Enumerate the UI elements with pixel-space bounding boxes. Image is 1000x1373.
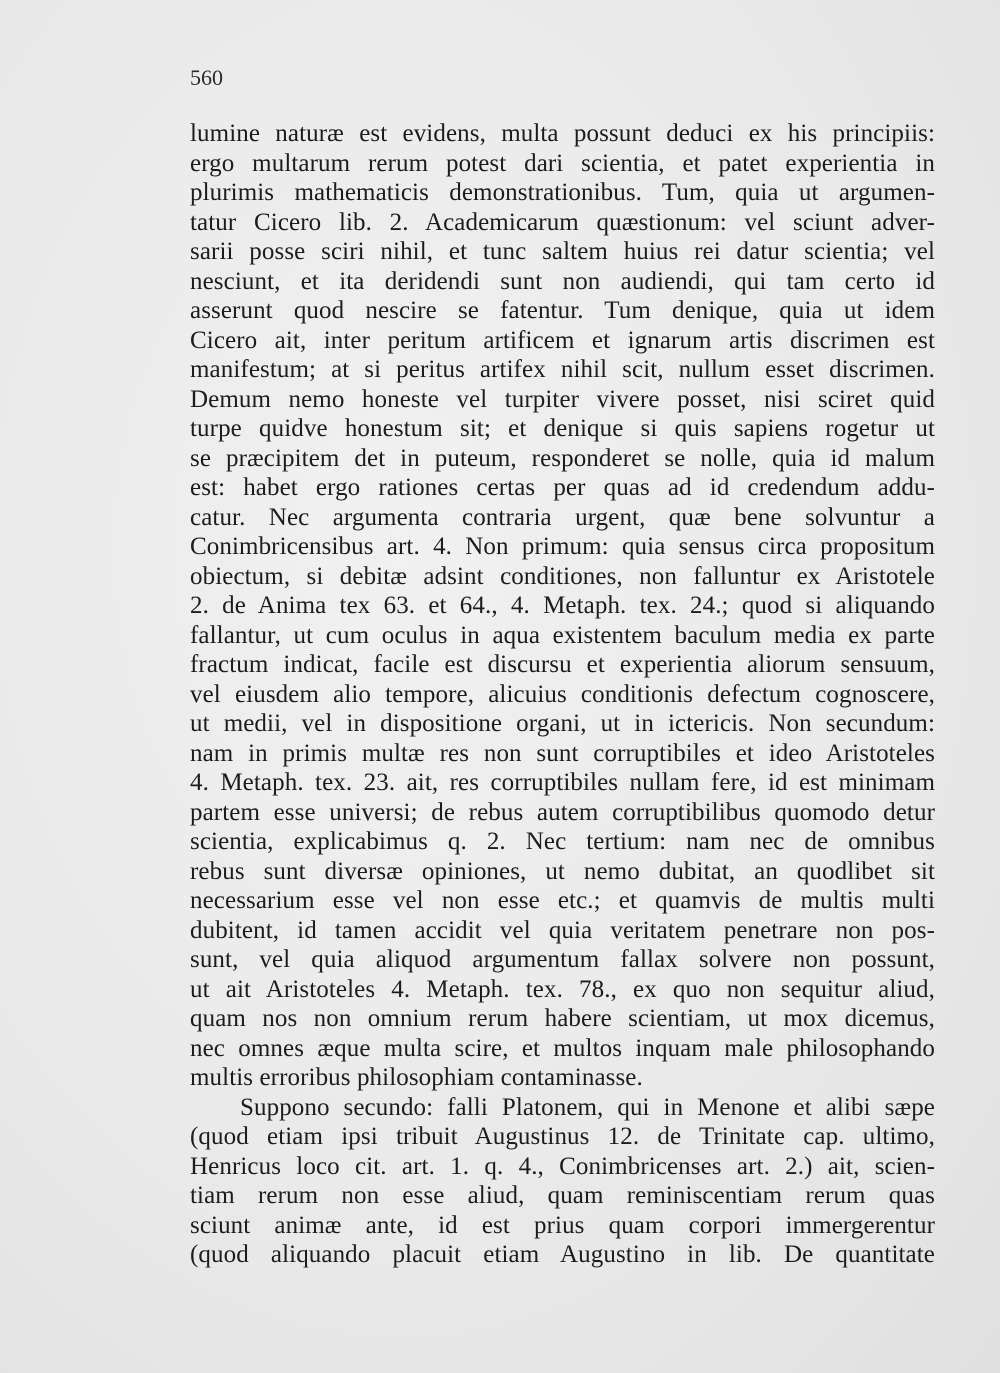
text-line: tiam rerum non esse aliud, quam reminiscentiam rerum quas bbox=[190, 1182, 935, 1209]
text-line: est: habet ergo rationes certas per quas ad id credendum addu- bbox=[190, 474, 935, 501]
body-text bbox=[190, 119, 935, 1270]
text-line: nec omnes æque multa scire, et multos inquam male philosophando bbox=[190, 1034, 935, 1062]
text-line: sunt, vel quia aliquod argumentum fallax solvere non possunt, bbox=[190, 946, 935, 973]
text-line: asserunt quod nescire se fatentur. Tum denique, quia ut idem bbox=[190, 297, 935, 324]
paragraph bbox=[190, 119, 935, 1093]
paragraph bbox=[190, 1093, 935, 1270]
text-line: catur. Nec argumenta contraria urgent, quæ bene solvuntur a bbox=[190, 503, 935, 531]
text-line: se præcipitem det in puteum, responderet se nolle, quia id malum bbox=[190, 444, 935, 472]
text-line: turpe quidve honestum sit; et denique si quis sapiens rogetur ut bbox=[190, 415, 935, 442]
text-line: nesciunt, et ita deridendi sunt non audiendi, qui tam certo id bbox=[190, 267, 935, 295]
text-line: vel eiusdem alio tempore, alicuius conditionis defectum cognoscere, bbox=[190, 680, 935, 708]
text-line: ut medii, vel in dispositione organi, ut in ictericis. Non secundum: bbox=[190, 710, 935, 737]
text-line: Cicero ait, inter peritum artificem et ignarum artis discrimen est bbox=[190, 326, 935, 354]
text-line: Henricus loco cit. art. 1. q. 4., Conimbricenses art. 2.) ait, scien- bbox=[190, 1152, 935, 1180]
text-line: rebus sunt diversæ opiniones, ut nemo dubitat, an quodlibet sit bbox=[190, 857, 935, 885]
text-line: dubitent, id tamen accidit vel quia veritatem penetrare non pos- bbox=[190, 916, 935, 944]
text-line: plurimis mathematicis demonstrationibus. Tum, quia ut argumen- bbox=[190, 179, 935, 206]
text-line: sarii posse sciri nihil, et tunc saltem huius rei datur scientia; vel bbox=[190, 238, 935, 265]
text-line: multis erroribus philosophiam contaminasse. bbox=[190, 1064, 643, 1091]
text-line: fractum indicat, facile est discursu et experientia aliorum sensuum, bbox=[190, 651, 935, 678]
text-line: 2. de Anima tex 63. et 64., 4. Metaph. tex. 24.; quod si aliquando bbox=[190, 592, 935, 619]
text-line: ergo multarum rerum potest dari scientia, et patet experientia in bbox=[190, 149, 935, 177]
text-line: obiectum, si debitæ adsint conditiones, non falluntur ex Aristotele bbox=[190, 562, 935, 590]
text-line: (quod etiam ipsi tribuit Augustinus 12. de Trinitate cap. ultimo, bbox=[190, 1123, 935, 1150]
text-line: scientia, explicabimus q. 2. Nec tertium: nam nec de omnibus bbox=[190, 828, 935, 855]
text-line: manifestum; at si peritus artifex nihil scit, nullum esset discrimen. bbox=[190, 356, 935, 383]
text-line: Demum nemo honeste vel turpiter vivere posset, nisi sciret quid bbox=[190, 385, 935, 413]
text-line: partem esse universi; de rebus autem corruptibilibus quomodo detur bbox=[190, 798, 935, 826]
text-line: ut ait Aristoteles 4. Metaph. tex. 78., ex quo non sequitur aliud, bbox=[190, 975, 935, 1003]
text-line: nam in primis multæ res non sunt corruptibiles et ideo Aristoteles bbox=[190, 739, 935, 767]
page-number: 560 bbox=[190, 65, 223, 90]
text-line: 4. Metaph. tex. 23. ait, res corruptibiles nullam fere, id est minimam bbox=[190, 769, 935, 796]
text-line: Conimbricensibus art. 4. Non primum: quia sensus circa propositum bbox=[190, 533, 935, 560]
text-line: (quod aliquando placuit etiam Augustino in lib. De quantitate bbox=[190, 1241, 935, 1268]
text-line: necessarium esse vel non esse etc.; et quamvis de multis multi bbox=[190, 887, 935, 914]
text-line: lumine naturæ est evidens, multa possunt deduci ex his principiis: bbox=[190, 120, 935, 147]
text-line: tatur Cicero lib. 2. Academicarum quæstionum: vel sciunt adver- bbox=[190, 208, 935, 236]
text-line: fallantur, ut cum oculus in aqua existentem baculum media ex parte bbox=[190, 621, 935, 649]
text-line: quam nos non omnium rerum habere scientiam, ut mox dicemus, bbox=[190, 1005, 935, 1032]
text-line: sciunt animæ ante, id est prius quam corpori immergerentur bbox=[190, 1211, 935, 1239]
text-line: Suppono secundo: falli Platonem, qui in Menone et alibi sæpe bbox=[240, 1093, 935, 1121]
